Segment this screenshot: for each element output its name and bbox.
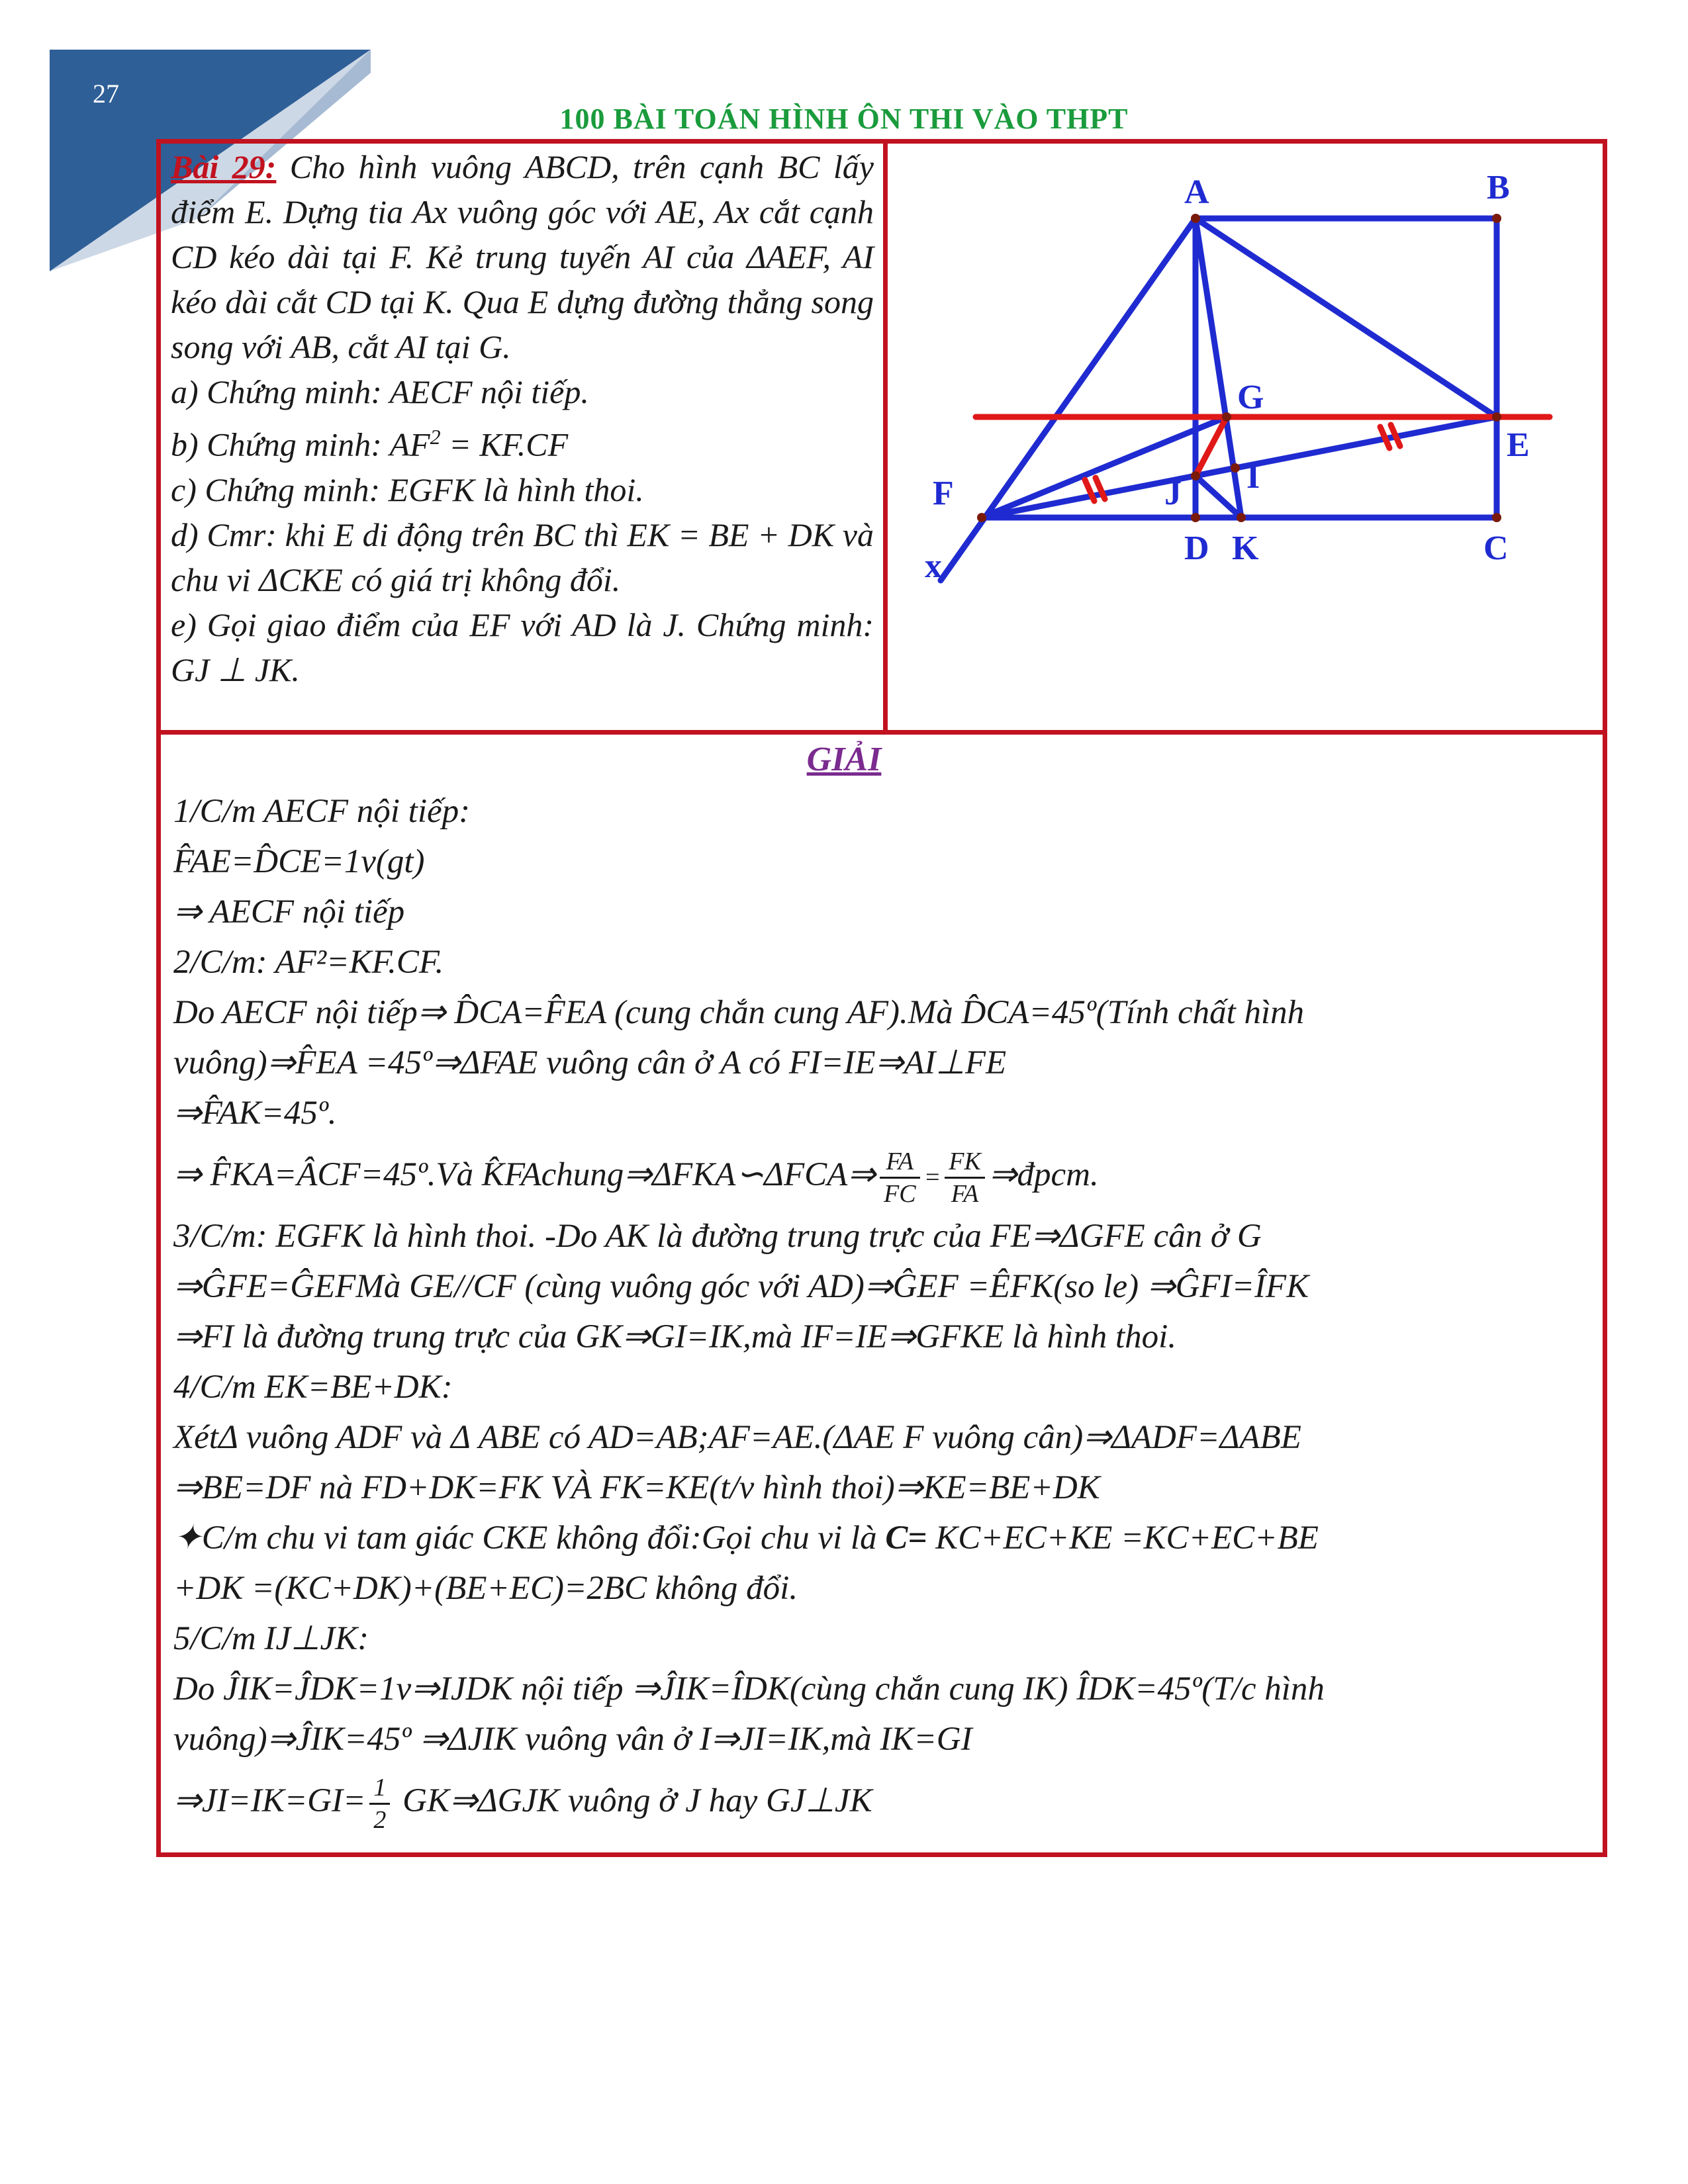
tick-mark-2a (1380, 427, 1389, 448)
problem-part-c: c) Chứng minh: EGFK là hình thoi. (171, 471, 644, 508)
solution-line-perimeter: ✦C/m chu vi tam giác CKE không đổi:Gọi chu vi là C= KC+EC+KE =KC+EC+BE (173, 1520, 1319, 1557)
geometry-figure (888, 144, 1603, 730)
fraction-fk-fa: $\frac{FK}{FA}$ (945, 1146, 985, 1209)
solution-line: vuông)⇒ĴIK=45º ⇒ΔJIK vuông vân ở I⇒JI=IK,mà IK=GI (173, 1721, 972, 1758)
solution-line: 5/C/m IJ⊥JK: (173, 1620, 369, 1657)
solution-line: ⇒FI là đường trung trực của GK⇒GI=IK,mà IF=IE⇒GFKE là hình thoi. (173, 1318, 1177, 1355)
label-I: I (1246, 458, 1260, 496)
label-G: G (1237, 379, 1264, 416)
point-G (1222, 412, 1231, 422)
solution-body (173, 786, 1597, 1837)
solution-line: XétΔ vuông ADF và Δ ABE có AD=AB;AF=AE.(ΔAE F vuông cân)⇒ΔADF=ΔABE (173, 1419, 1301, 1456)
label-A: A (1184, 173, 1209, 211)
label-x: x (925, 547, 942, 585)
problem-part-d: d) Cmr: khi E di động trên BC thì EK = BE + DK và chu vi ΔCKE có giá trị không đổi. (171, 516, 874, 598)
point-J (1191, 471, 1200, 480)
page-header-title: 100 BÀI TOÁN HÌNH ÔN THI VÀO THPT (559, 103, 1129, 135)
point-D (1191, 513, 1200, 522)
label-F: F (933, 475, 954, 512)
solution-line: ⇒ AECF nội tiếp (173, 893, 405, 931)
solution-line: Do AECF nội tiếp⇒ D̂CA=F̂EA (cung chắn cung AF).Mà D̂CA=45º(Tính chất hình (173, 994, 1305, 1031)
solution-line: vuông)⇒F̂EA =45º⇒ΔFAE vuông cân ở A có FI=IE⇒AI⊥FE (173, 1044, 1007, 1081)
point-C (1492, 513, 1501, 522)
solution-line: 1/C/m AECF nội tiếp: (173, 793, 471, 830)
problem-part-b: b) Chứng minh: $AF^2 = KF.CF$ (171, 425, 569, 463)
label-B: B (1487, 169, 1510, 206)
solution-line: Do ĴIK=ĴDK=1v⇒IJDK nội tiếp ⇒ĴIK=ÎDK(cùng chắn cung IK) ÎDK=45º(T/c hình (173, 1670, 1325, 1707)
point-A (1191, 214, 1200, 223)
solution-line-final: ⇒JI=IK=GI= $\frac{1}{2}$ GK⇒ΔGJK vuông ở J hay GJ⊥JK (173, 1773, 872, 1834)
solution-line: 2/C/m: AF²=KF.CF. (173, 944, 444, 981)
problem-body: Cho hình vuông ABCD, trên cạnh BC lấy điểm E. Dựng tia Ax vuông góc với AE, Ax cắt cạnh CD kéo dài tại F. Kẻ trung tuyến AI của ΔAEF, AI kéo dài cắt CD tại K. Qua E dựng đường thẳng song song với AB, cắt AI tại G. (171, 148, 874, 365)
problem-statement (171, 144, 874, 692)
solution-line: 3/C/m: EGFK là hình thoi. -Do AK là đường trung trực của FE⇒ΔGFE cân ở G (173, 1218, 1262, 1255)
fraction-fa-fc: $\frac{FA}{FC}$ (880, 1146, 920, 1209)
label-J: J (1164, 475, 1182, 512)
solution-line: ⇒F̂AK=45º. (173, 1095, 337, 1132)
tick-mark-2b (1391, 425, 1400, 446)
solution-line: 4/C/m EK=BE+DK: (173, 1369, 453, 1406)
solution-line: F̂AE=D̂CE=1v(gt) (173, 843, 425, 880)
problem-title: Bài 29: (171, 148, 277, 185)
problem-part-a: a) Chứng minh: AECF nội tiếp. (171, 373, 589, 410)
point-E (1492, 412, 1501, 422)
point-F (977, 513, 986, 522)
label-D: D (1184, 529, 1209, 567)
point-B (1492, 214, 1501, 223)
solution-line-fraction: ⇒ F̂KA=ÂCF=45º.Và K̂FAchung⇒ΔFKA∽ΔFCA⇒ $\frac{FA}{FC}$ = $\frac{FK}{FA}$ ⇒đpcm. (173, 1147, 1099, 1208)
solution-line: ⇒ĜFE=ĜEFMà GE//CF (cùng vuông góc với AD)⇒ĜEF =ÊFK(so le) ⇒ĜFI=ÎFK (173, 1268, 1309, 1305)
solution-title: GIẢI (806, 741, 882, 778)
fraction-one-half: $\frac{1}{2}$ (369, 1772, 390, 1835)
point-K (1237, 513, 1246, 522)
label-K: K (1232, 529, 1259, 567)
page-number: 27 (93, 79, 119, 109)
solution-line: ⇒BE=DF nà FD+DK=FK VÀ FK=KE(t/v hình thoi)⇒KE=BE+DK (173, 1469, 1100, 1506)
label-C: C (1483, 529, 1509, 567)
problem-part-e: e) Gọi giao điểm của EF với AD là J. Chứng minh: GJ ⊥ JK. (171, 606, 874, 688)
problem-divider (883, 139, 888, 735)
point-I (1231, 463, 1240, 473)
solution-line: +DK =(KC+DK)+(BE+EC)=2BC không đổi. (173, 1570, 798, 1607)
label-E: E (1507, 426, 1530, 464)
ray-Ax (941, 218, 1196, 580)
